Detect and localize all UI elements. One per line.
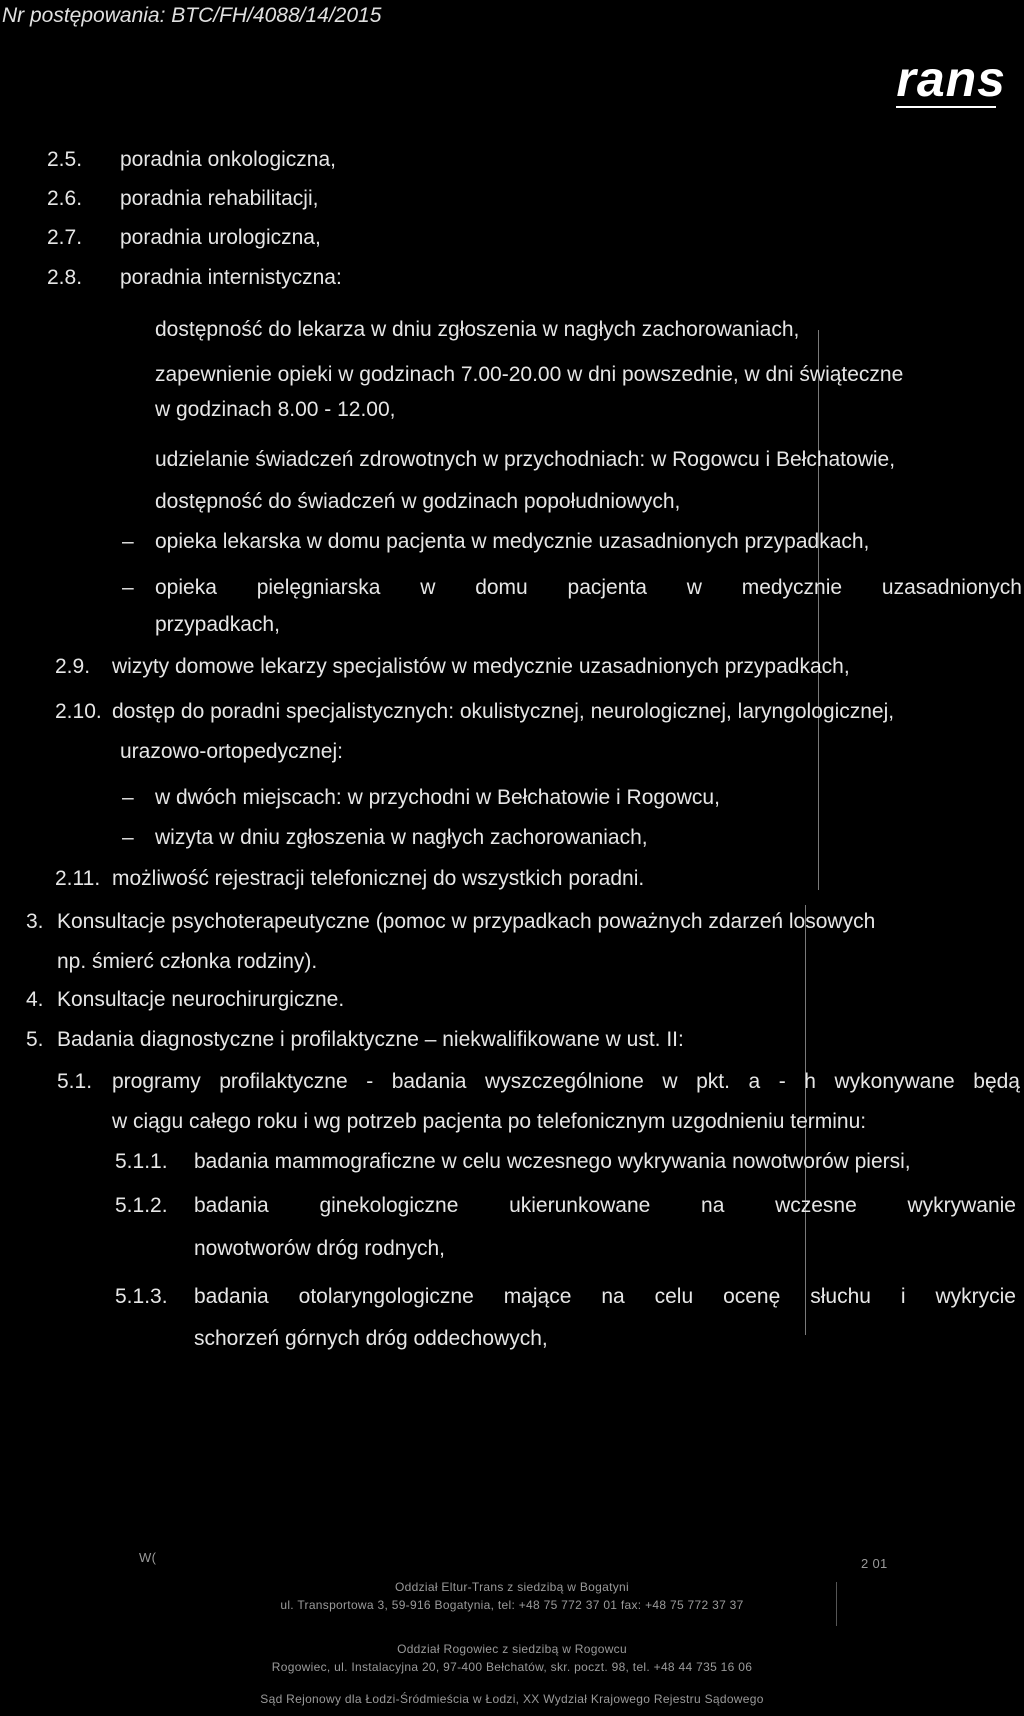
- list-item: poradnia rehabilitacji,: [120, 187, 319, 210]
- item-number: 2.11.: [55, 867, 101, 890]
- list-item: poradnia onkologiczna,: [120, 148, 336, 171]
- scan-line: [818, 330, 819, 890]
- procedure-number: Nr postępowania: BTC/FH/4088/14/2015: [2, 4, 382, 27]
- word: ginekologiczne: [319, 1194, 459, 1217]
- list-item: Konsultacje neurochirurgiczne.: [57, 988, 345, 1011]
- item-number: 2.5.: [47, 148, 83, 171]
- word: słuchu: [810, 1285, 871, 1308]
- footer-branch-address: ul. Transportowa 3, 59-916 Bogatynia, tel: +48 75 772 37 01 fax: +48 75 772 37 37: [280, 1598, 744, 1612]
- paragraph-line: zapewnienie opieki w godzinach 7.00-20.00 w dni powszednie, w dni świąteczne: [155, 363, 904, 386]
- paragraph-line: opieka lekarska w domu pacjenta w medycznie uzasadnionych przypadkach,: [155, 530, 870, 553]
- word: a: [748, 1070, 761, 1093]
- paragraph-line: dostępność do świadczeń w godzinach popołudniowych,: [155, 490, 681, 513]
- item-number: 5.1.2.: [115, 1194, 168, 1217]
- word: pielęgniarska: [256, 576, 381, 599]
- paragraph-line: dostępność do lekarza w dniu zgłoszenia w nagłych zachorowaniach,: [155, 318, 800, 341]
- word: uzasadnionych: [881, 576, 1022, 599]
- word: w: [662, 1070, 678, 1093]
- word: na: [701, 1194, 725, 1217]
- paragraph-line: w ciągu całego roku i wg potrzeb pacjenta po telefonicznym uzgodnieniu terminu:: [112, 1110, 867, 1133]
- bullet-dash: –: [122, 530, 134, 553]
- list-item: Konsultacje psychoterapeutyczne (pomoc w przypadkach poważnych zdarzeń losowych: [57, 910, 876, 933]
- footer-branch-address: Rogowiec, ul. Instalacyjna 20, 97-400 Bełchatów, skr. poczt. 98, tel. +48 44 735 16 06: [271, 1660, 753, 1674]
- bullet-dash: –: [122, 826, 134, 849]
- item-number: 2.7.: [47, 226, 83, 249]
- list-item: poradnia urologiczna,: [120, 226, 321, 249]
- paragraph-line: nowotworów dróg rodnych,: [194, 1237, 445, 1260]
- word: wczesne: [775, 1194, 857, 1217]
- list-item: poradnia internistyczna:: [120, 266, 342, 289]
- word: programy: [112, 1070, 201, 1093]
- list-item: dostęp do poradni specjalistycznych: okulistycznej, neurologicznej, laryngologicznej,: [112, 700, 895, 723]
- word: wyszczególnione: [485, 1070, 644, 1093]
- item-number: 5.1.: [57, 1070, 93, 1093]
- word: będą: [973, 1070, 1020, 1093]
- word: -: [778, 1070, 786, 1093]
- paragraph-line: udzielanie świadczeń zdrowotnych w przychodniach: w Rogowcu i Bełchatowie,: [155, 448, 896, 471]
- paragraph-line: w dwóch miejscach: w przychodni w Bełchatowie i Rogowcu,: [155, 786, 720, 809]
- word: pkt.: [696, 1070, 730, 1093]
- item-number: 2.9.: [55, 655, 91, 678]
- word: badania: [194, 1194, 269, 1217]
- word: profilaktyczne: [219, 1070, 348, 1093]
- word: celu: [654, 1285, 694, 1308]
- list-item: badania mammograficzne w celu wczesnego wykrywania nowotworów piersi,: [194, 1150, 911, 1173]
- word: wykonywane: [834, 1070, 955, 1093]
- word: pacjenta: [567, 576, 647, 599]
- list-item: wizyty domowe lekarzy specjalistów w medycznie uzasadnionych przypadkach,: [112, 655, 850, 678]
- word: ocenę: [723, 1285, 781, 1308]
- word: na: [601, 1285, 625, 1308]
- word: -: [366, 1070, 374, 1093]
- word: opieka: [155, 576, 217, 599]
- justified-line: [194, 1285, 1016, 1309]
- footer-branch-title: Oddział Eltur-Trans z siedzibą w Bogatyni: [395, 1580, 629, 1594]
- justified-line: [194, 1194, 1016, 1218]
- item-number: 2.6.: [47, 187, 83, 210]
- footer-fragment-left: W(: [139, 1550, 157, 1565]
- word: domu: [475, 576, 528, 599]
- paragraph-line: schorzeń górnych dróg oddechowych,: [194, 1327, 548, 1350]
- word: h: [804, 1070, 816, 1093]
- paragraph-line: urazowo-ortopedycznej:: [120, 740, 343, 763]
- word: ukierunkowane: [509, 1194, 651, 1217]
- footer-court: Sąd Rejonowy dla Łodzi-Śródmieścia w Łodzi, XX Wydział Krajowego Rejestru Sądowego: [260, 1692, 764, 1706]
- word: otolaryngologiczne: [298, 1285, 474, 1308]
- word: w: [420, 576, 436, 599]
- item-number: 3.: [26, 910, 44, 933]
- paragraph-line: w godzinach 8.00 - 12.00,: [155, 398, 396, 421]
- justified-line: [112, 1070, 1020, 1094]
- paragraph-line: np. śmierć członka rodziny).: [57, 950, 318, 973]
- item-number: 2.10.: [55, 700, 102, 723]
- item-number: 2.8.: [47, 266, 83, 289]
- list-item: Badania diagnostyczne i profilaktyczne – niekwalifikowane w ust. II:: [57, 1028, 684, 1051]
- footer-fragment-right: 2 01: [861, 1556, 888, 1571]
- justified-line: [155, 576, 1022, 600]
- word: wykrywanie: [907, 1194, 1016, 1217]
- item-number: 4.: [26, 988, 44, 1011]
- word: i: [900, 1285, 906, 1308]
- word: w: [686, 576, 702, 599]
- word: mające: [503, 1285, 572, 1308]
- item-number: 5.: [26, 1028, 44, 1051]
- item-number: 5.1.1.: [115, 1150, 168, 1173]
- word: badania: [391, 1070, 467, 1093]
- word: badania: [194, 1285, 269, 1308]
- paragraph-line: wizyta w dniu zgłoszenia w nagłych zachorowaniach,: [155, 826, 648, 849]
- list-item: możliwość rejestracji telefonicznej do wszystkich poradni.: [112, 867, 645, 890]
- paragraph-line: przypadkach,: [155, 613, 280, 636]
- bullet-dash: –: [122, 786, 134, 809]
- item-number: 5.1.3.: [115, 1285, 168, 1308]
- bullet-dash: –: [122, 576, 134, 599]
- word: wykrycie: [935, 1285, 1016, 1308]
- word: medycznie: [741, 576, 843, 599]
- footer-branch-title: Oddział Rogowiec z siedzibą w Rogowcu: [397, 1642, 627, 1656]
- company-logo: rans: [896, 51, 1006, 107]
